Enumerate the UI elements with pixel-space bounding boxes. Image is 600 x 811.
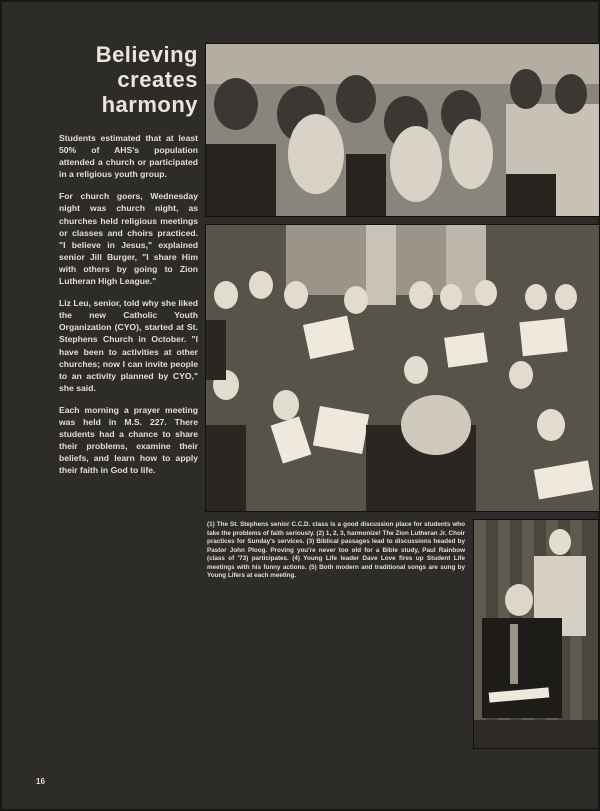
body-paragraph-4: Each morning a prayer meeting was held in M.S. 227. There students had a chance to share their problems, examine their beliefs, and learn how to apply their faith in God to life. [59, 404, 198, 476]
photo-ccd-class-image [206, 44, 599, 216]
photo-young-life-image [474, 520, 598, 748]
headline-line-3: harmony [101, 92, 198, 117]
headline [62, 42, 198, 117]
headline-line-1: Believing [95, 42, 198, 67]
photo-ccd-class [205, 43, 600, 217]
page-number: 16 [36, 777, 45, 786]
body-paragraph-1: Students estimated that at least 50% of AHS's population attended a church or participated in a religious youth group. [59, 133, 198, 180]
body-paragraph-3: Liz Leu, senior, told why she liked the new Catholic Youth Organization (CYO), started at St. Stephens Church in October. "I have been to activities at other churches; now I can invite people to an activity planned by CYO," she said. [59, 298, 198, 393]
headline-line-2: creates [117, 67, 198, 92]
photo-choir-practice [205, 224, 600, 512]
photo-young-life [473, 519, 599, 749]
photo-captions: (1) The St. Stephens senior C.C.D. class is a good discussion place for students who take the problems of faith seriously. (2) 1, 2, 3, harmonize! The Zion Lutheran Jr. Choir practices for Sunday's services. (3) Biblical passages lead to discussions headed by Pastor John Ploog. Proving you're never too old for a Bible study, Paul Rainbow (class of '73) participates. (4) Young Life leader Dave Love fires up Student Life meetings with his funny actions. (5) Both modern and traditional songs are sung by Young Lifers at each meeting. [207, 521, 465, 579]
body-paragraph-2: For church goers, Wednesday night was church night, as churches held religious meetings or classes and choirs practiced. "I believe in Jesus," explained senior Jill Burger, "I share Him with others by going to Zion Lutheran High League." [59, 191, 198, 287]
body-text [59, 132, 198, 486]
photo-choir-practice-image [206, 225, 599, 511]
